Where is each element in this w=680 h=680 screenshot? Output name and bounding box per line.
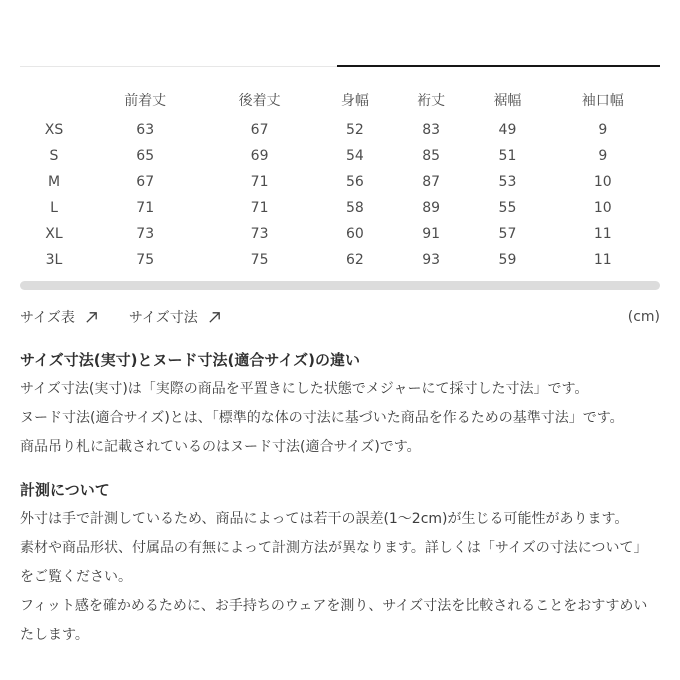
table-row bbox=[20, 117, 660, 143]
size-label-cell: XL bbox=[45, 226, 63, 242]
measurement-cell: 51 bbox=[498, 148, 517, 164]
measurement-cell: 69 bbox=[250, 148, 269, 164]
measurement-cell: 87 bbox=[422, 174, 441, 190]
measurement-cell: 73 bbox=[136, 226, 155, 242]
measurement-cell: 58 bbox=[346, 200, 364, 216]
measurement-cell: 89 bbox=[422, 200, 441, 216]
size-table bbox=[20, 83, 660, 273]
measurement-cell: 75 bbox=[136, 252, 155, 268]
measurement-cell: 49 bbox=[498, 122, 517, 138]
size-label-cell: 3L bbox=[45, 252, 63, 268]
measurement-cell: 53 bbox=[498, 174, 517, 190]
table-horizontal-scrollbar-top bbox=[20, 65, 660, 67]
scrollbar-thumb[interactable] bbox=[337, 65, 660, 67]
measurement-cell: 75 bbox=[250, 252, 269, 268]
table-row bbox=[20, 221, 660, 247]
unit-label: (cm) bbox=[627, 309, 660, 325]
column-header-back-length: 後着丈 bbox=[238, 93, 281, 109]
size-label-cell: L bbox=[50, 200, 58, 216]
size-measurements-link[interactable] bbox=[129, 307, 222, 327]
section-measurement bbox=[20, 476, 660, 650]
column-header-body-width: 身幅 bbox=[340, 93, 369, 109]
measurement-cell: 93 bbox=[422, 252, 441, 268]
section-paragraph: 素材や商品形状、付属品の有無によって計測方法が異なります。詳しくは「サイズの寸法について」をご覧ください。 bbox=[20, 540, 648, 585]
measurement-cell: 11 bbox=[593, 226, 612, 242]
measurement-cell: 10 bbox=[593, 174, 612, 190]
section-paragraph: 商品吊り札に記載されているのはヌード寸法(適合サイズ)です。 bbox=[20, 439, 421, 455]
measurement-cell: 65 bbox=[136, 148, 155, 164]
size-label-cell: XS bbox=[44, 122, 64, 138]
measurement-cell: 85 bbox=[422, 148, 441, 164]
size-label-cell: M bbox=[47, 174, 61, 190]
measurement-cell: 11 bbox=[593, 252, 612, 268]
header-row bbox=[20, 83, 660, 117]
table-horizontal-scrollbar-bottom[interactable] bbox=[20, 281, 660, 290]
size-measurements-link-label: サイズ寸法 bbox=[128, 310, 198, 326]
column-header-hem-width: 裾幅 bbox=[493, 93, 522, 109]
measurement-cell: 67 bbox=[136, 174, 155, 190]
measurement-cell: 54 bbox=[346, 148, 364, 164]
column-header-sleeve-length: 裄丈 bbox=[417, 93, 446, 109]
measurement-cell: 9 bbox=[598, 122, 608, 138]
size-column-header-empty bbox=[20, 83, 88, 117]
size-label-cell: S bbox=[49, 148, 59, 164]
measurement-cell: 71 bbox=[250, 174, 269, 190]
measurement-cell: 52 bbox=[346, 122, 364, 138]
size-table-body bbox=[20, 117, 660, 273]
section-paragraph: ヌード寸法(適合サイズ)とは、「標準的な体の寸法に基づいた商品を作るための基準寸法」です。 bbox=[20, 410, 624, 426]
external-link-arrow-icon bbox=[84, 310, 99, 325]
measurement-cell: 73 bbox=[250, 226, 269, 242]
links-row bbox=[20, 307, 660, 327]
measurement-cell: 57 bbox=[498, 226, 517, 242]
table-row bbox=[20, 143, 660, 169]
column-header-front-length: 前着丈 bbox=[124, 93, 167, 109]
section-heading: サイズ寸法(実寸)とヌード寸法(適合サイズ)の違い bbox=[20, 351, 361, 369]
measurement-cell: 55 bbox=[498, 200, 517, 216]
size-table-header bbox=[20, 83, 660, 117]
measurement-cell: 9 bbox=[598, 148, 608, 164]
table-row bbox=[20, 195, 660, 221]
section-paragraph: フィット感を確かめるために、お手持ちのウェアを測り、サイズ寸法を比較されることをおすすめいたします。 bbox=[20, 598, 648, 643]
measurement-cell: 60 bbox=[346, 226, 364, 242]
table-row bbox=[20, 247, 660, 273]
measurement-cell: 63 bbox=[136, 122, 155, 138]
external-link-arrow-icon bbox=[207, 310, 222, 325]
section-paragraph: 外寸は手で計測しているため、商品によっては若干の誤差(1〜2cm)が生じる可能性があります。 bbox=[20, 511, 629, 527]
measurement-cell: 91 bbox=[422, 226, 441, 242]
size-chart-link-label: サイズ表 bbox=[20, 310, 75, 326]
column-header-cuff-width: 袖口幅 bbox=[581, 93, 624, 109]
measurement-cell: 56 bbox=[346, 174, 364, 190]
measurement-cell: 71 bbox=[136, 200, 155, 216]
section-heading: 計測について bbox=[20, 481, 110, 499]
measurement-cell: 10 bbox=[593, 200, 612, 216]
table-row bbox=[20, 169, 660, 195]
measurement-cell: 83 bbox=[422, 122, 441, 138]
section-paragraph: サイズ寸法(実寸)は「実際の商品を平置きにした状態でメジャーにて採寸した寸法」です。 bbox=[20, 381, 589, 397]
size-chart-link[interactable] bbox=[20, 307, 99, 327]
measurement-cell: 71 bbox=[250, 200, 269, 216]
section-size-vs-nude bbox=[20, 346, 660, 462]
measurement-cell: 62 bbox=[346, 252, 364, 268]
measurement-cell: 59 bbox=[498, 252, 517, 268]
measurement-cell: 67 bbox=[250, 122, 269, 138]
